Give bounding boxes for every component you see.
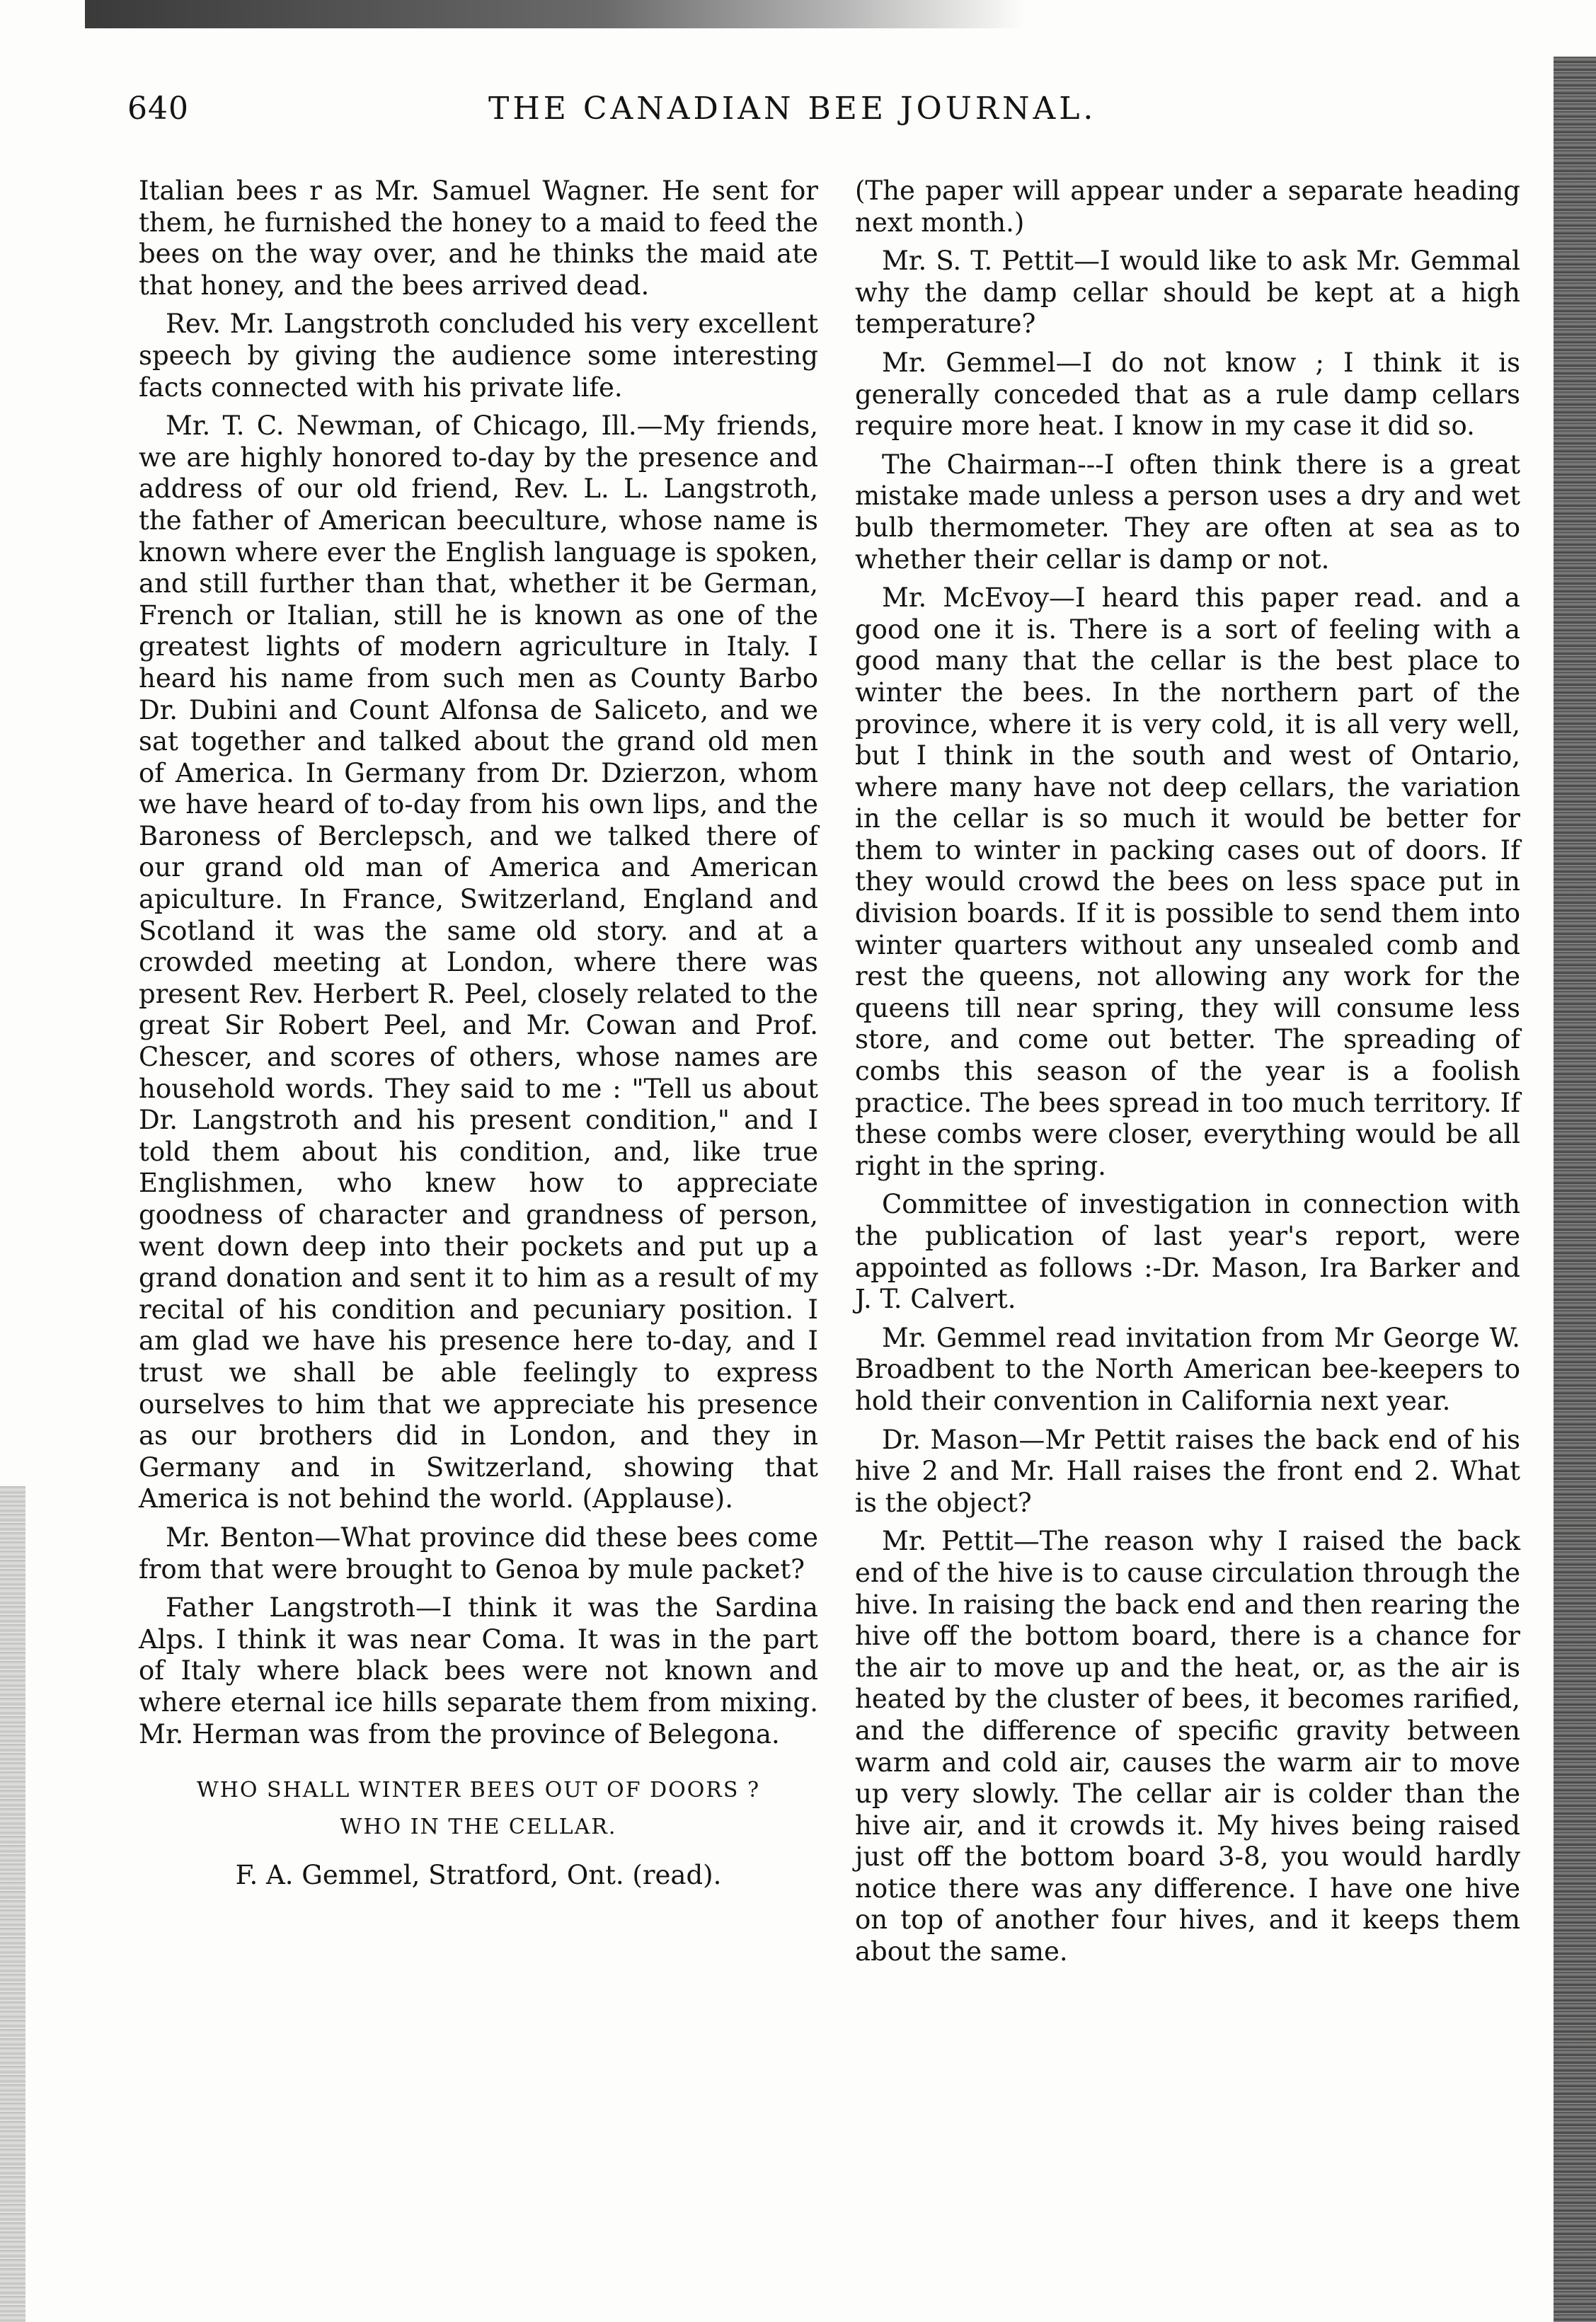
paragraph: Rev. Mr. Langstroth concluded his very excellent speech by giving the audience some interesting facts connected with his private life.	[139, 309, 818, 403]
paragraph: Mr. Benton—What province did these bees come from that were brought to Genoa by mule packet?	[139, 1522, 818, 1585]
paragraph: Mr. Gemmel—I do not know ; I think it is generally conceded that as a rule damp cellars require more heat. I know in my case it did so.	[855, 347, 1520, 442]
section-subheading: WHO IN THE CELLAR.	[340, 1815, 617, 1840]
page-number: 640	[127, 91, 189, 127]
paragraph: Mr. Pettit—The reason why I raised the back end of the hive is to cause circulation through the hive. In raising the back end and then rearing the hive off the bottom board, there is a chance for the air to move up and the heat, or, as the air is heated by the cluster of bees, it becomes rarified, and the difference of specific gravity between warm and cold air, causes the warm air to move up very slowly. The cellar air is colder than the hive air, and it crowds it. My hives being raised just off the bottom board 3-8, you would hardly notice there was any difference. I have one hive on top of another four hives, and it keeps them about the same.	[855, 1526, 1520, 1967]
paragraph: (The paper will appear under a separate heading next month.)	[855, 176, 1520, 238]
left-column	[139, 176, 818, 1892]
paragraph: Father Langstroth—I think it was the Sardina Alps. I think it was near Coma. It was in the part of Italy where black bees were not known and where eternal ice hills separate them from mixing. Mr. Herman was from the province of Belegona.	[139, 1592, 818, 1749]
paragraph: Italian bees r as Mr. Samuel Wagner. He sent for them, he furnished the honey to a maid to feed the bees on the way over, and he thinks the maid ate that honey, and the bees arrived dead.	[139, 176, 818, 301]
right-column	[855, 176, 1520, 1975]
paragraph: Mr. T. C. Newman, of Chicago, Ill.—My friends, we are highly honored to-day by the presence and address of our old friend, Rev. L. L. Langstroth, the father of American beeculture, whose name is known where ever the English language is spoken, and still further than that, whether it be German, French or Italian, still he is known as one of the greatest lights of modern agriculture in Italy. I heard his name from such men as County Barbo Dr. Dubini and Count Alfonsa de Saliceto, and we sat together and talked about the grand old men of America. In Germany from Dr. Dzierzon, whom we have heard of to-day from his own lips, and the Baroness of Berclepsch, and we talked there of our grand old man of America and American apiculture. In France, Switzerland, England and Scotland it was the same old story. and at a crowded meeting at London, where there was present Rev. Herbert R. Peel, closely related to the great Sir Robert Peel, and Mr. Cowan and Prof. Chescer, and scores of others, whose names are household words. They said to me : "Tell us about Dr. Langstroth and his present condition," and I told them about his condition, and, like true Englishmen, who knew how to appreciate goodness of character and grandness of person, went down deep into their pockets and put up a grand donation and sent it to him as a result of my recital of his condition and pecuniary position. I am glad we have his presence here to-day, and I trust we shall be able feelingly to express ourselves to him that we appreciate his presence as our brothers did in London, and they in Germany and in Switzerland, showing that America is not behind the world. (Applause).	[139, 410, 818, 1515]
top-rule	[85, 0, 1026, 28]
journal-title: THE CANADIAN BEE JOURNAL.	[488, 91, 1097, 127]
page-header	[127, 91, 1515, 133]
paragraph: Mr. S. T. Pettit—I would like to ask Mr. Gemmal why the damp cellar should be kept at a high temperature?	[855, 246, 1520, 340]
scan-edge-left	[0, 1486, 25, 2322]
paragraph: Mr. Gemmel read invitation from Mr George W. Broadbent to the North American bee-keepers to hold their convention in California next year.	[855, 1322, 1520, 1416]
scan-edge-right	[1554, 57, 1596, 2322]
section-heading: WHO SHALL WINTER BEES OUT OF DOORS ?	[196, 1778, 761, 1803]
paragraph: Committee of investigation in connection with the publication of last year's report, were appointed as follows :-Dr. Mason, Ira Barker and J. T. Calvert.	[855, 1189, 1520, 1315]
paragraph: Dr. Mason—Mr Pettit raises the back end of his hive 2 and Mr. Hall raises the front end 2. What is the object?	[855, 1424, 1520, 1518]
article-byline: F. A. Gemmel, Stratford, Ont. (read).	[235, 1860, 722, 1891]
paragraph: The Chairman---I often think there is a great mistake made unless a person uses a dry and wet bulb thermometer. They are often at sea as to whether their cellar is damp or not.	[855, 449, 1520, 575]
paragraph: Mr. McEvoy—I heard this paper read. and a good one it is. There is a sort of feeling with a good many that the cellar is the best place to winter the bees. In the northern part of the province, where it is very cold, it is all very well, but I think in the south and west of Ontario, where many have not deep cellars, the variation in the cellar is so much it would be better for them to winter in packing cases out of doors. If they would crowd the bees on less space put in division boards. If it is possible to send them into winter quarters without any unsealed comb and rest the queens, not allowing any work for the queens till near spring, they will consume less store, and come out better. The spreading of combs this season of the year is a foolish practice. The bees spread in too much territory. If these combs were closer, everything would be all right in the spring.	[855, 582, 1520, 1181]
